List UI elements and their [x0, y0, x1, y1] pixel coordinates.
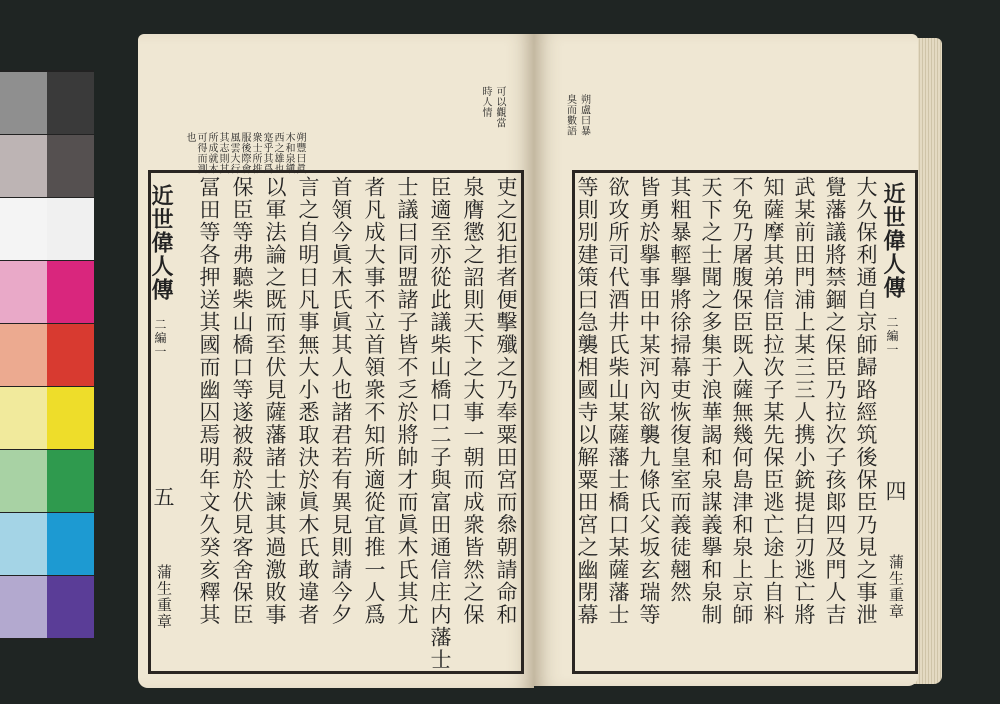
left-fold-title: 近世偉人傳 — [148, 184, 174, 302]
right-fold-sub: 二編一 — [885, 316, 899, 357]
left-header-note: 西之雄也 — [272, 132, 283, 174]
left-header-note: 寔乎其爲 — [261, 132, 272, 174]
color-swatch — [0, 387, 47, 449]
right-column: 武某前田門浦上某三三人携小銃提白刃逃亡將 — [792, 176, 816, 626]
right-column: 欲攻所司代酒井氏柴山某薩藩士橋口某薩藩士 — [606, 176, 630, 626]
right-column: 等則別建策曰急襲相國寺以解粟田宮之幽閉幕 — [575, 176, 599, 626]
left-header-note: 木和泉鎭 — [283, 132, 294, 174]
left-column: 者凡成大事不立首領衆不知所適從宜推一人爲 — [362, 176, 386, 626]
right-header-note: 朔盧曰暴 — [578, 94, 590, 136]
color-swatch — [0, 450, 47, 512]
right-page — [534, 34, 918, 686]
left-column: 士議曰同盟諸子皆不乏於將帥才而眞木氏其尤 — [395, 176, 419, 626]
left-header-note-1: 朔豐曰眞 — [294, 132, 305, 174]
color-swatch — [47, 387, 94, 449]
right-column: 大久保利通自京師歸路經筑後保臣乃見之事泄 — [854, 176, 878, 626]
left-fold-author: 蒲生重章 — [155, 564, 173, 630]
right-column: 覺藩議將禁錮之保臣乃拉次子孩郞四及門人吉 — [823, 176, 847, 626]
page-edges — [914, 38, 942, 684]
color-checker-chart — [0, 70, 94, 640]
left-page — [138, 34, 534, 688]
left-column: 以軍法論之既而至伏見薩藩諸士諫其過激敗事 — [263, 176, 287, 626]
left-header-note: 其志則其 — [217, 132, 228, 174]
right-fold-num: 四 — [883, 480, 907, 503]
color-swatch — [0, 72, 47, 134]
left-header-note: 衆士所推 — [250, 132, 261, 174]
left-header-note: 時人情 — [480, 86, 491, 118]
color-swatch — [0, 513, 47, 575]
color-swatch — [0, 576, 47, 638]
color-swatch — [0, 135, 47, 197]
left-column: 言之自明日凡事無大小悉取決於眞木氏敢違者 — [296, 176, 320, 626]
color-swatch — [47, 198, 94, 260]
left-header-note: 服後際會 — [239, 132, 250, 174]
open-book — [138, 30, 944, 692]
right-column: 皆勇於擧事田中某河內欲襲九條氏父坂玄瑞等 — [637, 176, 661, 626]
left-header-note: 可以觀當 — [494, 86, 505, 128]
color-swatch — [47, 576, 94, 638]
left-header-note: 可得而測 — [195, 132, 206, 174]
color-swatch — [47, 72, 94, 134]
right-column: 不免乃屠腹保臣既入薩無幾何島津和泉上京師 — [730, 176, 754, 626]
left-column: 臣適至亦從此議柴山橋口二子與富田通信庄内藩士 — [428, 176, 452, 671]
left-column: 泉膺懲之詔則天下之大事一朝而成衆皆然之保 — [461, 176, 485, 626]
left-fold-num: 五 — [151, 486, 175, 509]
left-header-note: 風雲大行 — [228, 132, 239, 174]
left-column: 吏之犯拒者便擊殲之乃奉粟田宮而叅朝請命和 — [494, 176, 518, 626]
right-column: 其粗暴輕擧將徐掃幕吏恢復皇室而義徒翹然 — [668, 176, 692, 604]
color-swatch — [47, 513, 94, 575]
left-header-note: 也 — [184, 132, 195, 143]
color-swatch — [0, 324, 47, 386]
color-swatch — [47, 450, 94, 512]
left-column: 冨田等各押送其國而幽囚焉明年文久癸亥釋其 — [197, 176, 221, 626]
color-swatch — [47, 324, 94, 386]
right-fold-title: 近世偉人傳 — [880, 182, 906, 300]
color-swatch — [47, 135, 94, 197]
right-column: 天下之士聞之多集于浪華謁和泉謀義擧和泉制 — [699, 176, 723, 626]
left-column: 保臣等弗聽柴山橋口等遂被殺於伏見客舍保臣 — [230, 176, 254, 626]
right-header-note: 臭而數語 — [564, 94, 576, 136]
color-swatch — [0, 261, 47, 323]
right-column: 知薩摩其弟信臣拉次子某先保臣逃亡途上自料 — [761, 176, 785, 626]
left-fold-sub: 二編一 — [153, 318, 167, 359]
left-header-note: 所成就木 — [206, 132, 217, 174]
color-swatch — [47, 261, 94, 323]
color-swatch — [0, 198, 47, 260]
right-fold-author: 蒲生重章 — [887, 554, 905, 620]
left-column: 首領今眞木氏眞其人也諸君若有異見則請今夕 — [329, 176, 353, 626]
